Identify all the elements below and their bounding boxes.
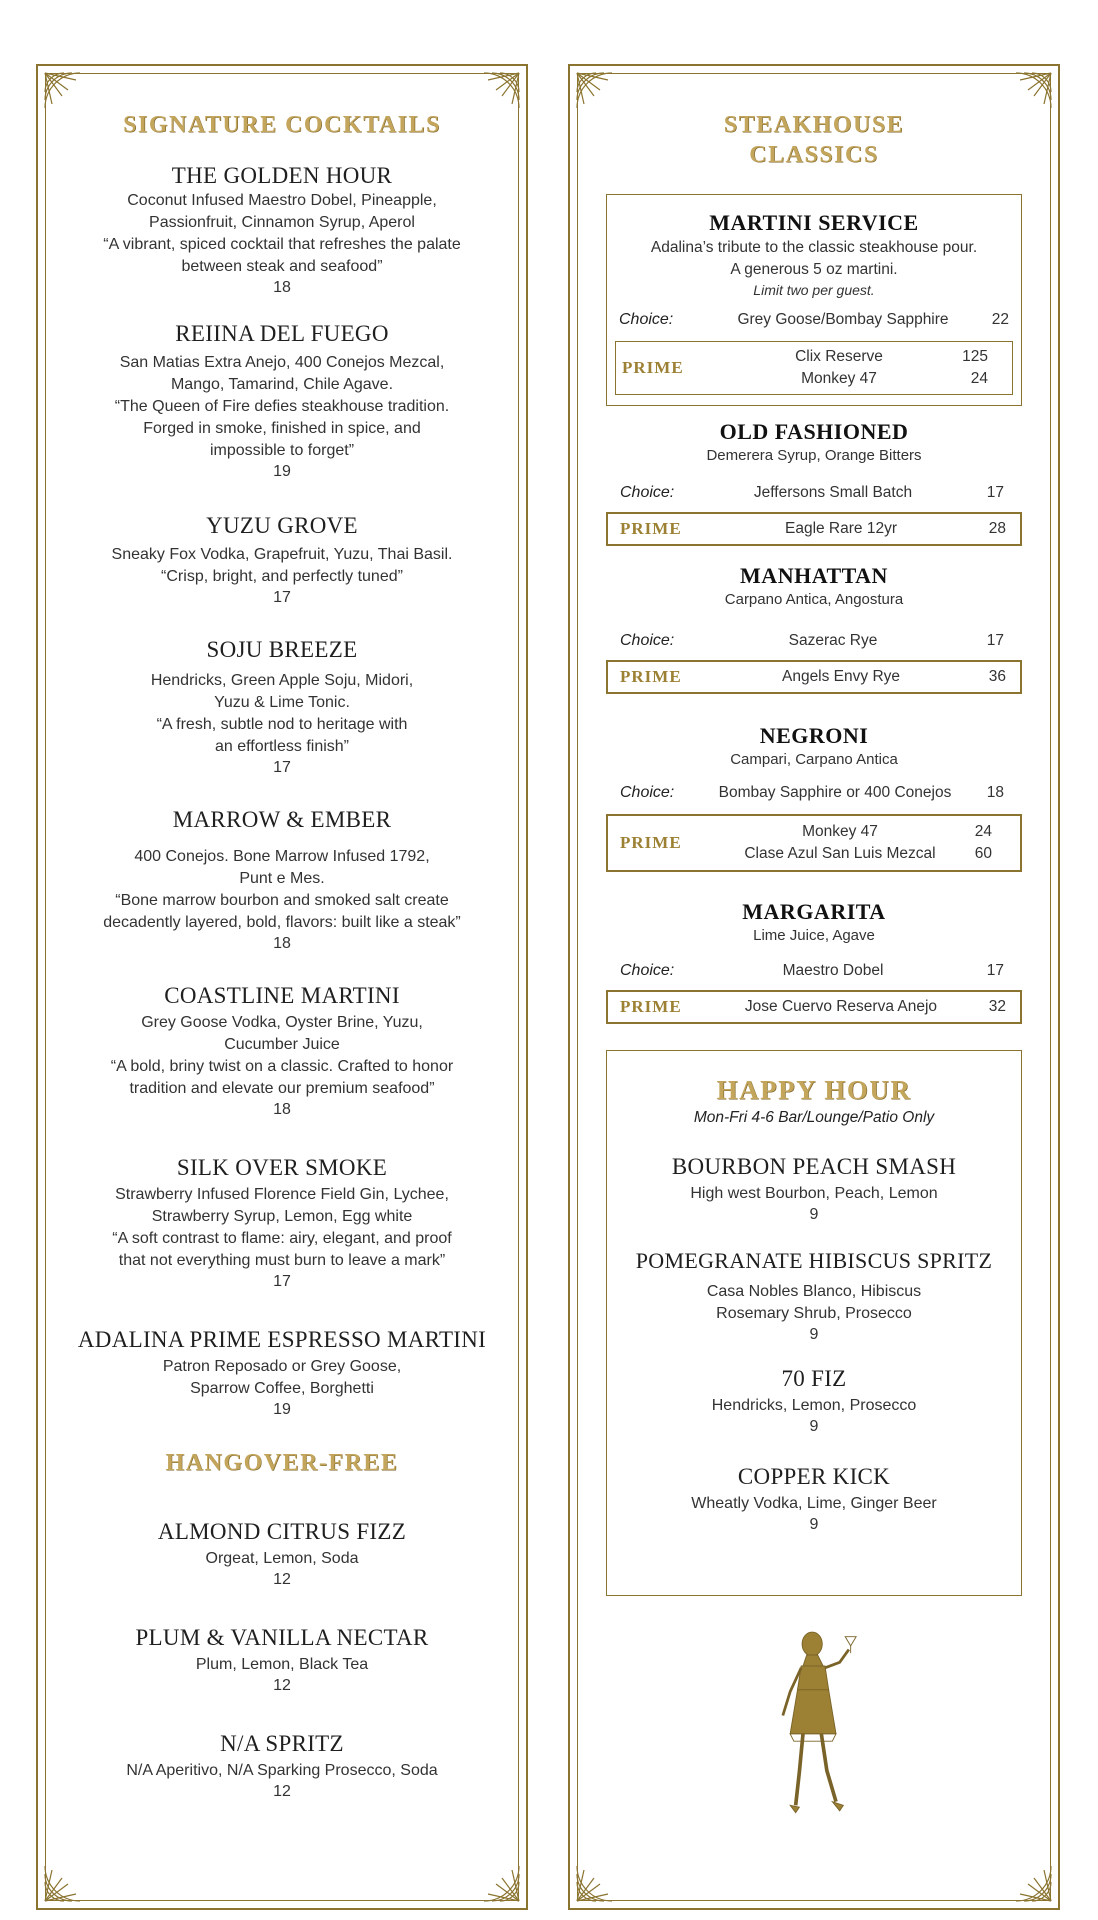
choice-price: 17 (986, 484, 1004, 501)
prime-row (606, 660, 1022, 694)
section-title: STEAKHOUSE (723, 112, 905, 138)
prime-inner (608, 514, 1020, 544)
item-line: Hendricks, Green Apple Soju, Midori, (150, 672, 414, 689)
item-line: Strawberry Infused Florence Field Gin, Lychee, (115, 1186, 449, 1203)
prime-spirit: Clase Azul San Luis Mezcal (744, 845, 936, 862)
item-line: “The Queen of Fire defies steakhouse tradition. (114, 398, 450, 415)
choice-row (606, 962, 1022, 980)
menu-item (62, 512, 502, 608)
menu-item (62, 1326, 502, 1420)
item-name: NEGRONI (759, 723, 869, 748)
item-line: Casa Nobles Blanco, Hibiscus (706, 1283, 922, 1300)
art-deco-corner-icon (478, 1860, 528, 1910)
prime-label: PRIME (620, 997, 682, 1016)
art-deco-corner-icon (568, 1860, 618, 1910)
choice-label: Choice: (620, 784, 675, 801)
menu-item (62, 320, 502, 482)
prime-entry (718, 368, 1002, 390)
item-price: 12 (273, 1677, 291, 1694)
art-deco-corner-icon (1010, 64, 1060, 114)
item-line: High west Bourbon, Peach, Lemon (690, 1185, 938, 1202)
item-price: 9 (809, 1206, 819, 1223)
item-line: Wheatly Vodka, Lime, Ginger Beer (691, 1495, 937, 1512)
choice-label: Choice: (620, 484, 675, 501)
item-description: Lime Juice, Agave (753, 927, 875, 944)
choice-row (606, 784, 1022, 802)
choice-label: Choice: (620, 632, 675, 649)
prime-inner (608, 816, 1020, 870)
item-line: “A fresh, subtle nod to heritage with (156, 716, 408, 733)
prime-label: PRIME (620, 833, 682, 852)
item-line: Plum, Lemon, Black Tea (195, 1656, 369, 1673)
prime-entry (716, 821, 1006, 843)
item-price: 9 (809, 1516, 819, 1533)
prime-spirit: Clix Reserve (795, 348, 883, 365)
menu-item (607, 1463, 1021, 1535)
prime-price: 32 (988, 998, 1006, 1015)
classic-item (606, 562, 1022, 694)
item-price: 18 (273, 935, 291, 952)
item-price: 17 (273, 589, 291, 606)
item-line: 400 Conejos. Bone Marrow Infused 1792, (134, 848, 430, 865)
prime-price: 24 (974, 823, 992, 840)
choice-row (606, 484, 1022, 502)
item-description: Carpano Antica, Angostura (724, 591, 904, 608)
item-price: 9 (809, 1326, 819, 1343)
item-note: Limit two per guest. (753, 282, 875, 298)
prime-spirit: Monkey 47 (801, 370, 877, 387)
prime-price: 28 (988, 520, 1006, 537)
item-name: COPPER KICK (737, 1464, 891, 1489)
item-name: MANHATTAN (740, 563, 888, 588)
menu-item (62, 1154, 502, 1292)
signature-cocktails-panel (36, 64, 528, 1910)
art-deco-corner-icon (36, 1860, 86, 1910)
item-line: “A bold, briny twist on a classic. Crafted to honor (110, 1058, 454, 1075)
flapper-illustration-icon (759, 1624, 869, 1829)
art-deco-corner-icon (36, 64, 86, 114)
art-deco-corner-icon (478, 64, 528, 114)
menu-item (62, 982, 502, 1120)
prime-entry (718, 346, 1002, 368)
item-price: 17 (273, 759, 291, 776)
prime-list (716, 821, 1006, 865)
choice-label: Choice: (620, 962, 675, 979)
menu-item (607, 1365, 1021, 1437)
prime-inner (608, 992, 1020, 1022)
prime-entry (716, 843, 1006, 865)
item-line: Rosemary Shrub, Prosecco (716, 1305, 912, 1322)
item-line: Yuzu & Lime Tonic. (214, 694, 350, 711)
happy-hour-box (606, 1050, 1022, 1596)
prime-label: PRIME (622, 358, 684, 377)
menu-item (62, 1624, 502, 1696)
item-price: 18 (273, 1101, 291, 1118)
prime-spirit: Monkey 47 (802, 823, 878, 840)
item-name: SILK OVER SMOKE (176, 1155, 388, 1180)
prime-spirit: Angels Envy Rye (781, 668, 901, 685)
item-line: Passionfruit, Cinnamon Syrup, Aperol (149, 214, 415, 231)
steakhouse-classics-panel (568, 64, 1060, 1910)
item-line: N/A Aperitivo, N/A Sparking Prosecco, Soda (126, 1762, 438, 1779)
choice-spirit: Jeffersons Small Batch (753, 484, 913, 501)
item-line: Punt e Mes. (239, 870, 325, 887)
item-line: “Crisp, bright, and perfectly tuned” (161, 568, 403, 585)
section-title: HAPPY HOUR (716, 1075, 912, 1105)
choice-spirit: Bombay Sapphire or 400 Conejos (718, 784, 952, 801)
item-line: Forged in smoke, finished in spice, and (143, 420, 421, 437)
choice-row (615, 311, 1013, 329)
item-line: Orgeat, Lemon, Soda (205, 1550, 359, 1567)
choice-label: Choice: (619, 311, 674, 328)
art-deco-corner-icon (568, 64, 618, 114)
martini-service-box (606, 194, 1022, 406)
happy-hour-subtitle: Mon-Fri 4-6 Bar/Lounge/Patio Only (693, 1109, 935, 1126)
menu-item (62, 162, 502, 298)
menu-item (607, 1247, 1021, 1345)
item-name: N/A SPRITZ (220, 1731, 344, 1756)
classic-item (606, 898, 1022, 1024)
item-line: decadently layered, bold, flavors: built like a steak” (103, 914, 461, 931)
section-title: HANGOVER-FREE (165, 1450, 399, 1476)
art-deco-corner-icon (1010, 1860, 1060, 1910)
section-title: CLASSICS (749, 142, 879, 168)
prime-label: PRIME (620, 667, 682, 686)
item-name: COASTLINE MARTINI (164, 983, 400, 1008)
item-name: POMEGRANATE HIBISCUS SPRITZ (635, 1248, 993, 1273)
item-name: YUZU GROVE (206, 513, 358, 538)
item-line: “Bone marrow bourbon and smoked salt create (115, 892, 449, 909)
item-name: SOJU BREEZE (206, 637, 358, 662)
item-name: MARROW & EMBER (172, 807, 392, 832)
prime-row (606, 990, 1022, 1024)
item-line: San Matias Extra Anejo, 400 Conejos Mezcal, (119, 354, 445, 371)
item-line: “A vibrant, spiced cocktail that refreshes the palate (103, 236, 461, 253)
prime-spirit: Jose Cuervo Reserva Anejo (744, 998, 938, 1015)
item-line: Hendricks, Lemon, Prosecco (711, 1397, 917, 1414)
prime-label: PRIME (620, 519, 682, 538)
choice-row (606, 632, 1022, 650)
choice-price: 17 (986, 962, 1004, 979)
item-description: A generous 5 oz martini. (730, 261, 898, 278)
menu-item (62, 806, 502, 954)
prime-inner (608, 662, 1020, 692)
item-name: MARGARITA (742, 899, 886, 924)
item-price: 12 (273, 1783, 291, 1800)
item-line: Sparrow Coffee, Borghetti (190, 1380, 374, 1397)
item-line: an effortless finish” (215, 738, 349, 755)
item-name: MARTINI SERVICE (709, 210, 919, 235)
choice-price: 22 (991, 311, 1009, 328)
prime-price: 36 (988, 668, 1006, 685)
menu-item (62, 636, 502, 778)
item-name: ADALINA PRIME ESPRESSO MARTINI (77, 1327, 487, 1352)
prime-row (615, 341, 1013, 395)
choice-spirit: Grey Goose/Bombay Sapphire (737, 311, 949, 328)
item-line: Grey Goose Vodka, Oyster Brine, Yuzu, (141, 1014, 423, 1031)
item-description: Demerera Syrup, Orange Bitters (706, 447, 922, 464)
item-name: BOURBON PEACH SMASH (671, 1154, 957, 1179)
item-line: Strawberry Syrup, Lemon, Egg white (151, 1208, 413, 1225)
menu-item (62, 1730, 502, 1802)
item-name: 70 FIZ (781, 1366, 847, 1391)
item-name: OLD FASHIONED (719, 419, 909, 444)
prime-row (606, 512, 1022, 546)
item-price: 12 (273, 1571, 291, 1588)
item-line: “A soft contrast to flame: airy, elegant, and proof (112, 1230, 452, 1247)
item-price: 17 (273, 1273, 291, 1290)
prime-row (606, 814, 1022, 872)
choice-spirit: Sazerac Rye (788, 632, 878, 649)
prime-price: 24 (970, 370, 988, 387)
prime-price: 60 (974, 845, 992, 862)
item-name: ALMOND CITRUS FIZZ (157, 1519, 407, 1544)
item-name: THE GOLDEN HOUR (171, 163, 393, 188)
item-line: between steak and seafood” (181, 258, 383, 275)
choice-price: 17 (986, 632, 1004, 649)
choice-price: 18 (986, 784, 1004, 801)
menu-item (607, 1153, 1021, 1225)
item-line: that not everything must burn to leave a mark” (118, 1252, 446, 1269)
item-name: REIINA DEL FUEGO (175, 321, 389, 346)
classic-item (606, 722, 1022, 872)
choice-spirit: Maestro Dobel (782, 962, 884, 979)
item-description: Adalina’s tribute to the classic steakhouse pour. (650, 239, 978, 256)
menu-item (62, 1518, 502, 1590)
item-line: tradition and elevate our premium seafood” (129, 1080, 435, 1097)
item-description: Campari, Carpano Antica (730, 751, 898, 768)
prime-spirit: Eagle Rare 12yr (784, 520, 897, 537)
item-line: Patron Reposado or Grey Goose, (162, 1358, 402, 1375)
item-line: Coconut Infused Maestro Dobel, Pineapple, (127, 192, 437, 209)
item-line: impossible to forget” (209, 442, 355, 459)
item-name: PLUM & VANILLA NECTAR (135, 1625, 429, 1650)
item-price: 9 (809, 1418, 819, 1435)
item-price: 19 (273, 463, 291, 480)
prime-price: 125 (962, 348, 988, 365)
prime-inner (616, 342, 1012, 394)
item-line: Cucumber Juice (224, 1036, 340, 1053)
classic-item (606, 418, 1022, 546)
item-line: Sneaky Fox Vodka, Grapefruit, Yuzu, Thai Basil. (111, 546, 453, 563)
item-price: 19 (273, 1401, 291, 1418)
item-price: 18 (273, 279, 291, 296)
item-line: Mango, Tamarind, Chile Agave. (170, 376, 394, 393)
section-title: SIGNATURE COCKTAILS (123, 112, 441, 138)
prime-list (718, 346, 1002, 390)
